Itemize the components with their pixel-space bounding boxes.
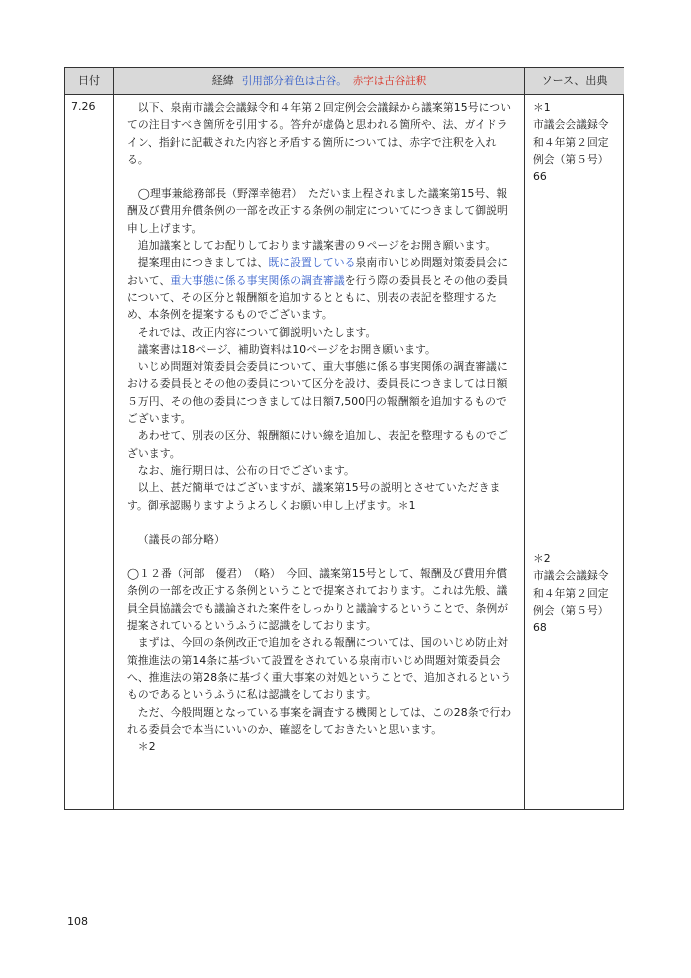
column-divider-2 <box>524 68 525 809</box>
speech2-mark: ＊2 <box>137 740 156 754</box>
speech1-p3 <box>127 254 513 323</box>
header-source-label: ソース、出典 <box>541 74 608 87</box>
source-1-text: 市議会会議録令和４年第２回定例会（第５号）66 <box>533 118 609 184</box>
row-date: 7.26 <box>71 100 96 113</box>
header-date-label: 日付 <box>78 74 100 87</box>
column-divider-1 <box>113 68 114 809</box>
intro-text: 以下、泉南市議会会議録令和４年第２回定例会会議録から議案第15号についての注目すべき箇所を引用する。答弁が虚偽と思われる箇所や、法、ガイドライン、指針に記載された内容と矛盾する箇所については、赤字で注釈を入れる。 <box>127 101 512 166</box>
highlight-existing: 既に設置している <box>268 256 356 270</box>
speech1-p3-b: 泉南市いじめ問題対策委員会において、 <box>127 256 509 287</box>
header-divider <box>65 94 623 95</box>
speech2-p3: ただ、今般問題となっている事案を調査する機関としては、この28条で行われる委員会で本当にいいのか、確認をしておきたいと思います。 <box>127 705 512 736</box>
source-2 <box>533 550 619 636</box>
header-date <box>65 68 113 94</box>
header-course-label: 経緯 <box>211 74 234 87</box>
speech1-p3-c: を行う際の委員長とその他の委員について、その区分と報酬額を追加するとともに、別表の表記を整理するため、本条例を提案するものでございます。 <box>127 273 509 322</box>
speech1-speaker: ◯理事兼総務部長（野澤幸徳君） ただいま上程されました議案第15号、報酬及び費用弁償条例の一部を改正する条例の制定についてにつきまして御説明申し上げます。 <box>127 187 508 235</box>
speech1-p8: なお、施行期日は、公布の日でございます。 <box>137 463 355 477</box>
omission-note: （議長の部分略） <box>137 532 225 546</box>
highlight-investigation: 重大事態に係る事実関係の調査審議 <box>170 273 345 287</box>
course-body <box>127 99 513 755</box>
source-2-mark: ＊2 <box>533 552 551 565</box>
speech1-p4: それでは、改正内容について御説明いたします。 <box>137 325 377 339</box>
speech2-p2: まずは、今回の条例改正で追加をされる報酬については、国のいじめ防止対策推進法の第14条に基づいて設置をされている泉南市いじめ問題対策委員会へ、推進法の第28条に基づく重大事案の対処ということで、追加されるというものであるというふうに私は認識をしております。 <box>127 636 512 702</box>
header-course <box>114 68 524 94</box>
speech1-p9: 以上、甚だ簡単ではございますが、議案第15号の説明とさせていただきます。御承認賜りますようよろしくお願い申し上げます。＊1 <box>127 481 501 512</box>
header-note-red: 赤字は古谷註釈 <box>352 75 427 87</box>
source-1-mark: ＊1 <box>533 101 551 114</box>
header-note-blue: 引用部分着色は古谷。 <box>241 75 347 87</box>
speech2-speaker: ◯１２番（河部 優君） （略） 今回、議案第15号として、報酬及び費用弁償条例の一部を改正する条例ということで提案されております。これは先般、議員全員協議会でも議論された案件をしっかりと議論するということで、条例が提案されているというふうに認識をしております。 <box>127 567 509 633</box>
record-table <box>64 67 624 810</box>
speech1-p5: 議案書は18ページ、補助資料は10ページをお開き願います。 <box>137 342 436 356</box>
speech1-p3-a: 提案理由につきましては、 <box>137 256 269 270</box>
speech1-p6: いじめ問題対策委員会委員について、重大事態に係る事実関係の調査審議における委員長とその他の委員について区分を設け、委員長につきましては日額５万円、その他の委員につきましては日額7,500円の報酬額を追加するものでございます。 <box>127 360 508 426</box>
speech1-p7: あわせて、別表の区分、報酬額にけい線を追加し、表記を整理するものでございます。 <box>127 429 509 460</box>
speech1-p2: 追加議案としてお配りしております議案書の９ページをお開き願います。 <box>137 239 497 253</box>
source-1 <box>533 99 619 185</box>
page-number: 108 <box>67 915 88 928</box>
source-2-text: 市議会会議録令和４年第２回定例会（第５号）68 <box>533 569 609 635</box>
header-source <box>525 68 624 94</box>
